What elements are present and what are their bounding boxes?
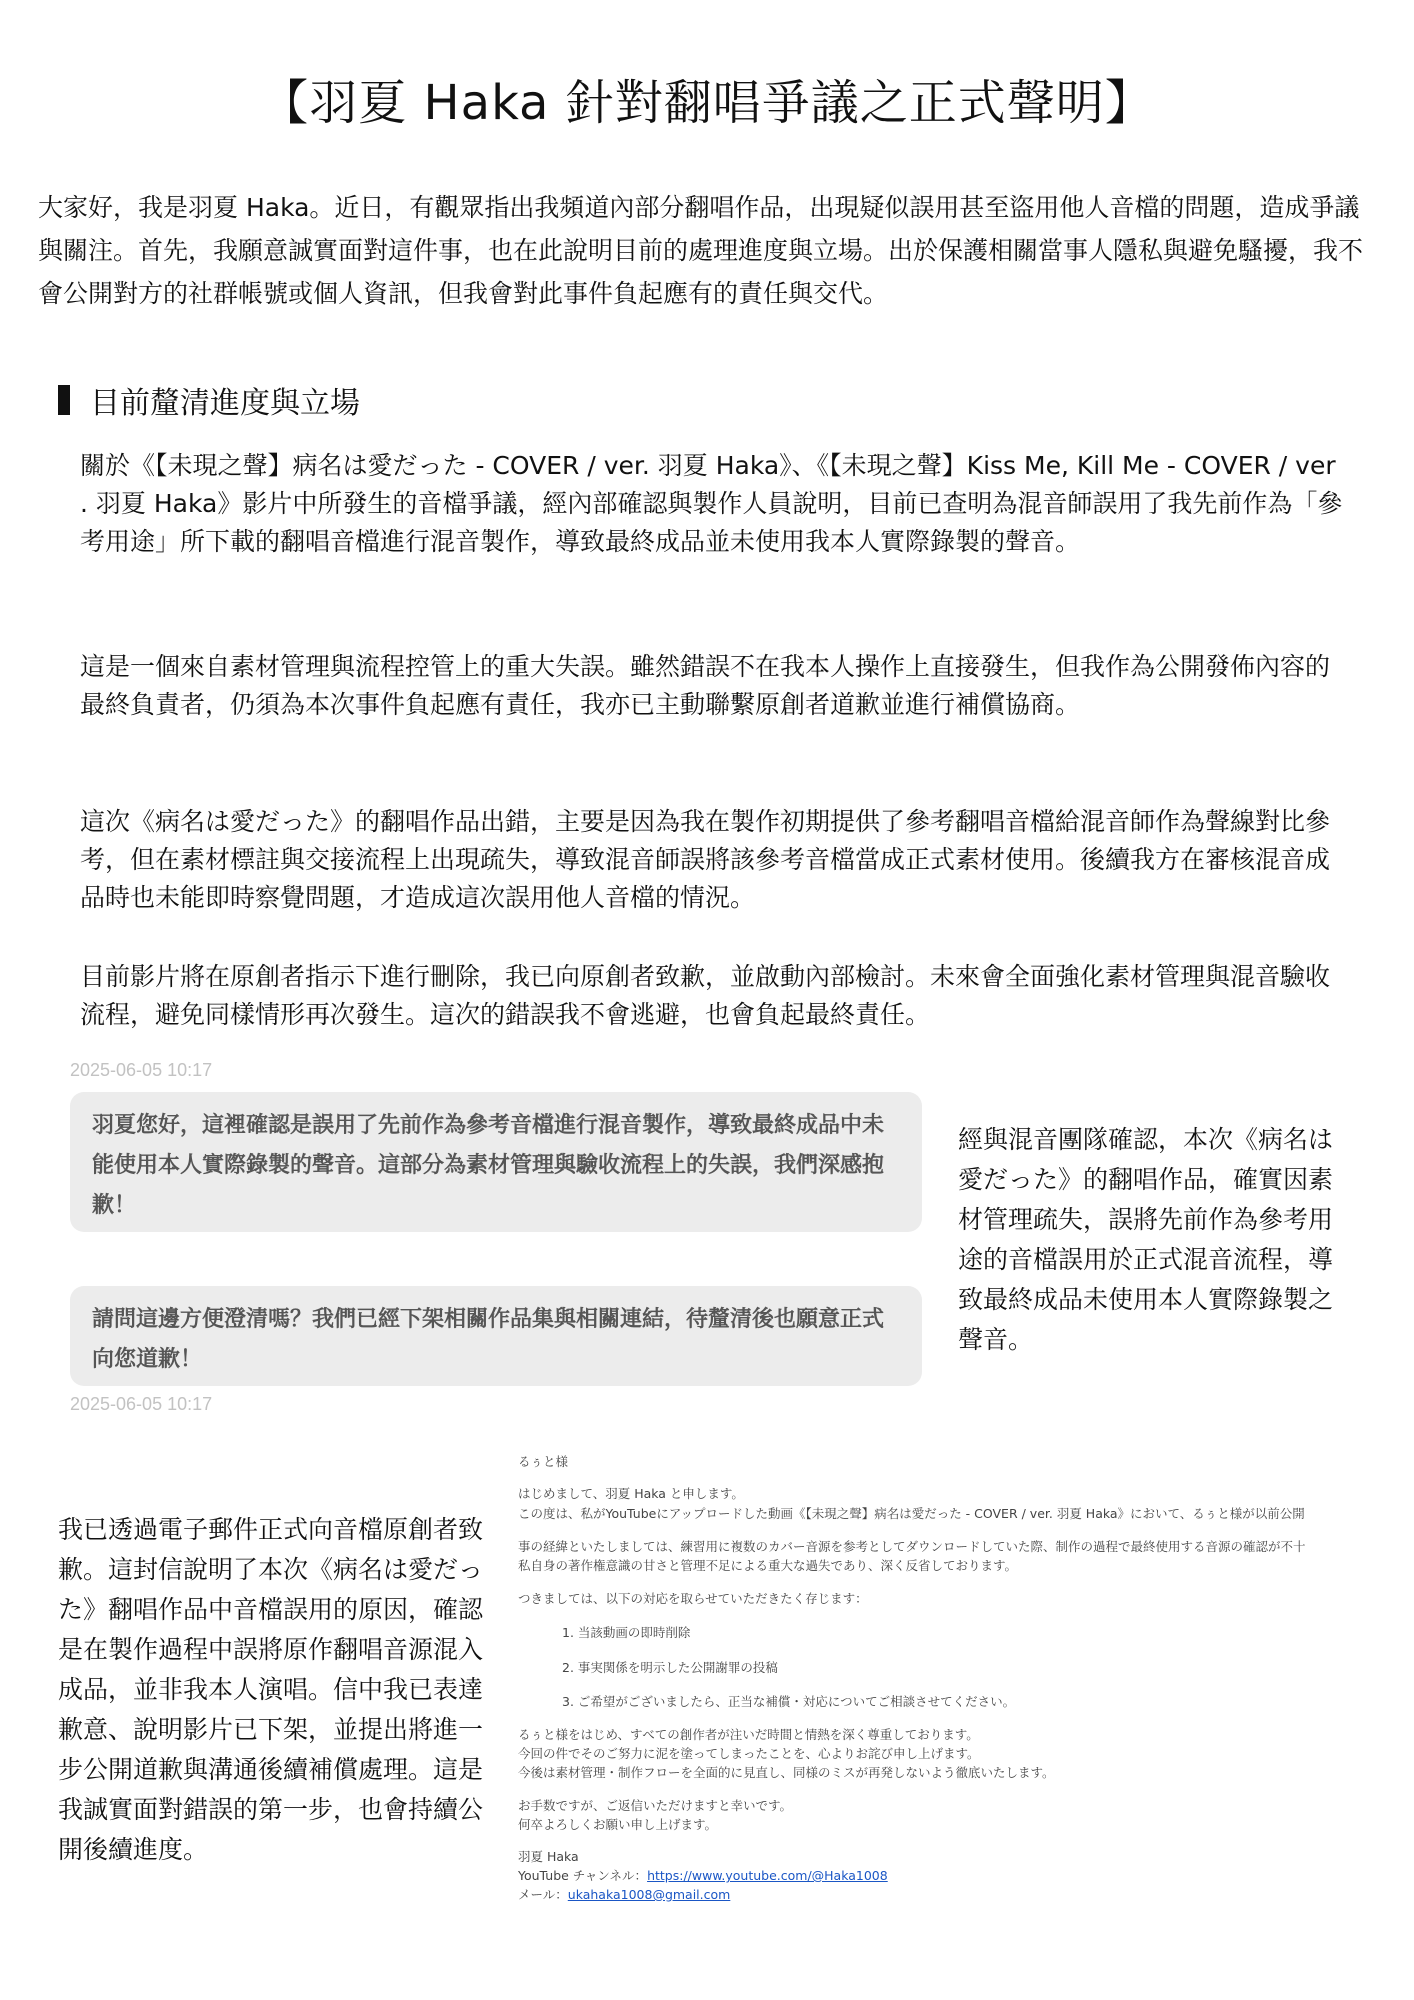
- mail-label: メール：: [518, 1887, 568, 1902]
- email-signature-name: 羽夏 Haka: [518, 1849, 579, 1864]
- youtube-label: YouTube チャンネル：: [518, 1868, 648, 1883]
- email-body-line: 今後は素材管理・制作フローを全面的に見直し、同様のミスが再発しないよう徹底いたします。: [518, 1765, 1055, 1780]
- email-body-line: 事の経緯といたしましては、練習用に複数のカバー音源を参考としてダウンロードしていた際、制作の過程で最終使用する音源の確認が不十: [518, 1539, 1306, 1554]
- email-body-line: お手数ですが、ご返信いただけますと幸いです。: [518, 1798, 793, 1813]
- statement-title: 【羽夏 Haka 針對翻唱爭議之正式聲明】: [260, 75, 1154, 131]
- section-heading-text: 目前釐清進度與立場: [90, 386, 360, 421]
- paragraph-cause: 這次《病名は愛だった》的翻唱作品出錯，主要是因為我在製作初期提供了參考翻唱音檔給混音師作為聲線對比參考，但在素材標註與交接流程上出現疏失，導致混音師誤將該參考音檔當成正式素材使用。後續我方在審核混音成品時也未能即時察覺問題，才造成這次誤用他人音檔的情況。: [80, 807, 1331, 912]
- email-body-line: 今回の件でそのご努力に泥を塗ってしまったことを、心よりお詫び申し上げます。: [518, 1746, 980, 1761]
- youtube-link[interactable]: https://www.youtube.com/@Haka1008: [647, 1868, 888, 1883]
- email-list-item: 3. ご希望がございましたら、正当な補償・対応についてご相談させてください。: [562, 1694, 1016, 1709]
- email-list-item: 1. 当該動画の即時削除: [562, 1625, 691, 1640]
- email-salutation: るぅと様: [518, 1454, 569, 1469]
- heading-bar-marker: [58, 385, 70, 415]
- chat-timestamp: 2025-06-05 10:17: [70, 1060, 213, 1080]
- intro-paragraph: 大家好，我是羽夏 Haka。近日，有觀眾指出我頻道內部分翻唱作品，出現疑似誤用甚至盜用他人音檔的問題，造成爭議與關注。首先，我願意誠實面對這件事，也在此說明目前的處理進度與立場。出於保護相關當事人隱私與避免騷擾，我不會公開對方的社群帳號或個人資訊，但我會對此事件負起應有的責任與交代。: [38, 193, 1364, 308]
- email-body-line: つきましては、以下の対応を取らせていただきたく存じます：: [518, 1591, 868, 1606]
- section-heading: [58, 380, 360, 420]
- paragraph-responsibility: 這是一個來自素材管理與流程控管上的重大失誤。雖然錯誤不在我本人操作上直接發生，但我作為公開發佈內容的最終負責者，仍須為本次事件負起應有責任，我亦已主動聯繫原創者道歉並進行補償協商。: [80, 652, 1331, 719]
- email-body-line: るぅと様をはじめ、すべての創作者が注いだ時間と情熱を深く尊重しております。: [518, 1727, 979, 1742]
- chat-timestamp: 2025-06-05 10:17: [70, 1394, 213, 1414]
- paragraph-investigation: 關於《【未現之聲】病名は愛だった - COVER / ver. 羽夏 Haka》、《【未現之聲】Kiss Me, Kill Me - COVER / ver . 羽夏 Haka》影片中所發生的音檔爭議，經內部確認與製作人員說明，目前已查明為混音師誤用了我先前作為「參考用途」所下載的翻唱音檔進行混音製作，導致最終成品並未使用我本人實際錄製的聲音。: [80, 451, 1343, 556]
- email-caption: 我已透過電子郵件正式向音檔原創者致歉。這封信說明了本次《病名は愛だった》翻唱作品中音檔誤用的原因，確認是在製作過程中誤將原作翻唱音源混入成品，並非我本人演唱。信中我已表達歉意、說明影片已下架，並提出將進一步公開道歉與溝通後續補償處理。這是我誠實面對錯誤的第一步，也會持續公開後續進度。: [58, 1515, 484, 1864]
- mail-link[interactable]: ukahaka1008@gmail.com: [567, 1887, 731, 1902]
- email-mail-line: [518, 1885, 730, 1903]
- chat-message-bubble: 請問這邊方便澄清嗎？我們已經下架相關作品集與相關連結，待釐清後也願意正式向您道歉！: [70, 1286, 922, 1386]
- email-greeting: はじめまして、羽夏 Haka と申します。: [518, 1486, 744, 1501]
- email-list-item: 2. 事実関係を明示した公開謝罪の投稿: [562, 1660, 778, 1675]
- email-body-line: この度は、私がYouTubeにアップロードした動画《【未現之聲】病名は愛だった - COVER / ver. 羽夏 Haka》において、るぅと様が以前公開: [518, 1506, 1305, 1521]
- paragraph-next-steps: 目前影片將在原創者指示下進行刪除，我已向原創者致歉，並啟動內部檢討。未來會全面強化素材管理與混音驗收流程，避免同樣情形再次發生。這次的錯誤我不會逃避，也會負起最終責任。: [80, 962, 1331, 1029]
- chat-caption: 經與混音團隊確認，本次《病名は愛だった》的翻唱作品，確實因素材管理疏失，誤將先前作為參考用途的音檔誤用於正式混音流程，導致最終成品未使用本人實際錄製之聲音。: [958, 1125, 1334, 1354]
- email-screenshot: [518, 1452, 1378, 1942]
- chat-message-bubble: 羽夏您好，這裡確認是誤用了先前作為參考音檔進行混音製作，導致最終成品中未能使用本人實際錄製的聲音。這部分為素材管理與驗收流程上的失誤，我們深感抱歉！: [70, 1092, 922, 1232]
- email-body-line: 私自身の著作権意識の甘さと管理不足による重大な過失であり、深く反省しております。: [518, 1558, 1018, 1573]
- email-body-line: 何卒よろしくお願い申し上げます。: [518, 1817, 718, 1832]
- email-youtube-line: [518, 1866, 888, 1884]
